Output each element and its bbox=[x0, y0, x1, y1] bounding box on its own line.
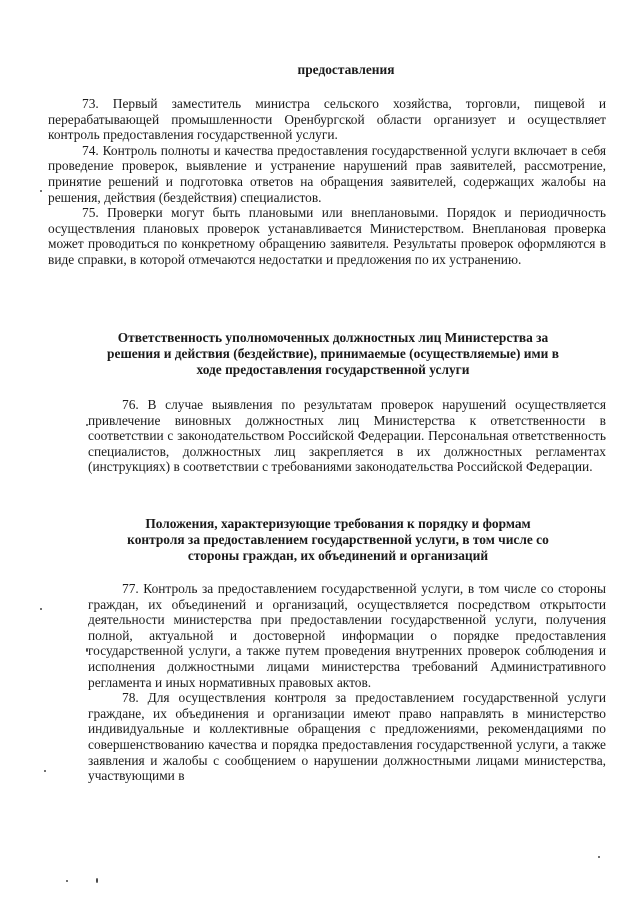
scan-speck bbox=[40, 190, 42, 192]
section-heading-top bbox=[88, 62, 604, 78]
section-heading-control-requirements bbox=[70, 516, 606, 564]
heading-line: Ответственность уполномоченных должностных лиц Министерства за bbox=[117, 330, 549, 345]
heading-line: стороны граждан, их объединений и организаций bbox=[187, 548, 489, 563]
paragraph-74: 74. Контроль полноты и качества предоставления государственной услуги включает в себя проведение проверок, выявление и устранение нарушений прав заявителей, рассмотрение, принятие решений и подготовка ответов на обращения заявителей, содержащих жалобы на решения, действия (бездействия) специалистов. bbox=[48, 142, 606, 205]
paragraph-75: 75. Проверки могут быть плановыми или внеплановыми. Порядок и периодичность осуществления плановых проверок устанавливается Министерством. Внеплановая проверка может проводиться по конкретному обращению заявителя. Результаты проверок оформляются в виде справки, в которой отмечаются недостатки и предложения по их устранению. bbox=[48, 205, 606, 267]
paragraph-73: 73. Первый заместитель министра сельского хозяйства, торговли, пищевой и перерабатывающей промышленности Оренбургской области организует и осуществляет контроль предоставления государственной услуги. bbox=[48, 96, 606, 143]
paragraph-group-2 bbox=[88, 397, 606, 475]
paragraph-77: 77. Контроль за предоставлением государственной услуги, в том числе со стороны граждан, их объединений и организаций, осуществляется посредством открытости деятельности министерства при предоставлении государственной услуги, получения полной, актуальной и достоверной информации о порядке предоставления государственной услуги, а также путем проведения внутренних проверок соблюдения и исполнения должностными лицами министерства требований Административного регламента и иных нормативных правовых актов. bbox=[88, 581, 606, 690]
heading-line: контроля за предоставлением государственной услуги, в том числе со bbox=[127, 532, 549, 547]
paragraph-76: 76. В случае выявления по результатам проверок нарушений осуществляется привлечение виновных должностных лиц Министерства к ответственности в соответствии с законодательством Российской Федерации. Персональная ответственность специалистов, должностных лиц закрепляется в их должностных регламентах (инструкциях) в соответствии с требованиями законодательства Российской Федерации. bbox=[88, 397, 606, 475]
scan-speck bbox=[96, 878, 98, 883]
heading-line: ходе предоставления государственной услуги bbox=[196, 362, 470, 377]
scan-speck bbox=[40, 608, 42, 610]
paragraph-group-1 bbox=[48, 96, 606, 268]
paragraph-78: 78. Для осуществления контроля за предоставлением государственной услуги граждане, их объединения и организации имеют право направлять в министерство индивидуальные и коллективные обращения с предложениями, рекомендациями по совершенствованию качества и порядка предоставления государственной услуги, а также заявления и жалобы с сообщением о нарушении должностными лицами министерства, участвующими в bbox=[88, 690, 606, 784]
paragraph-group-3 bbox=[88, 581, 606, 784]
scan-speck bbox=[86, 424, 88, 426]
scan-speck bbox=[44, 770, 46, 772]
heading-line: Положения, характеризующие требования к порядку и формам bbox=[145, 516, 531, 531]
heading-line: решения и действия (бездействие), принимаемые (осуществляемые) ими в bbox=[107, 346, 559, 361]
scan-speck bbox=[86, 648, 88, 652]
heading-line: предоставления bbox=[297, 62, 395, 77]
scan-speck bbox=[66, 880, 68, 882]
section-heading-responsibility bbox=[60, 330, 606, 378]
scan-speck bbox=[598, 856, 600, 858]
